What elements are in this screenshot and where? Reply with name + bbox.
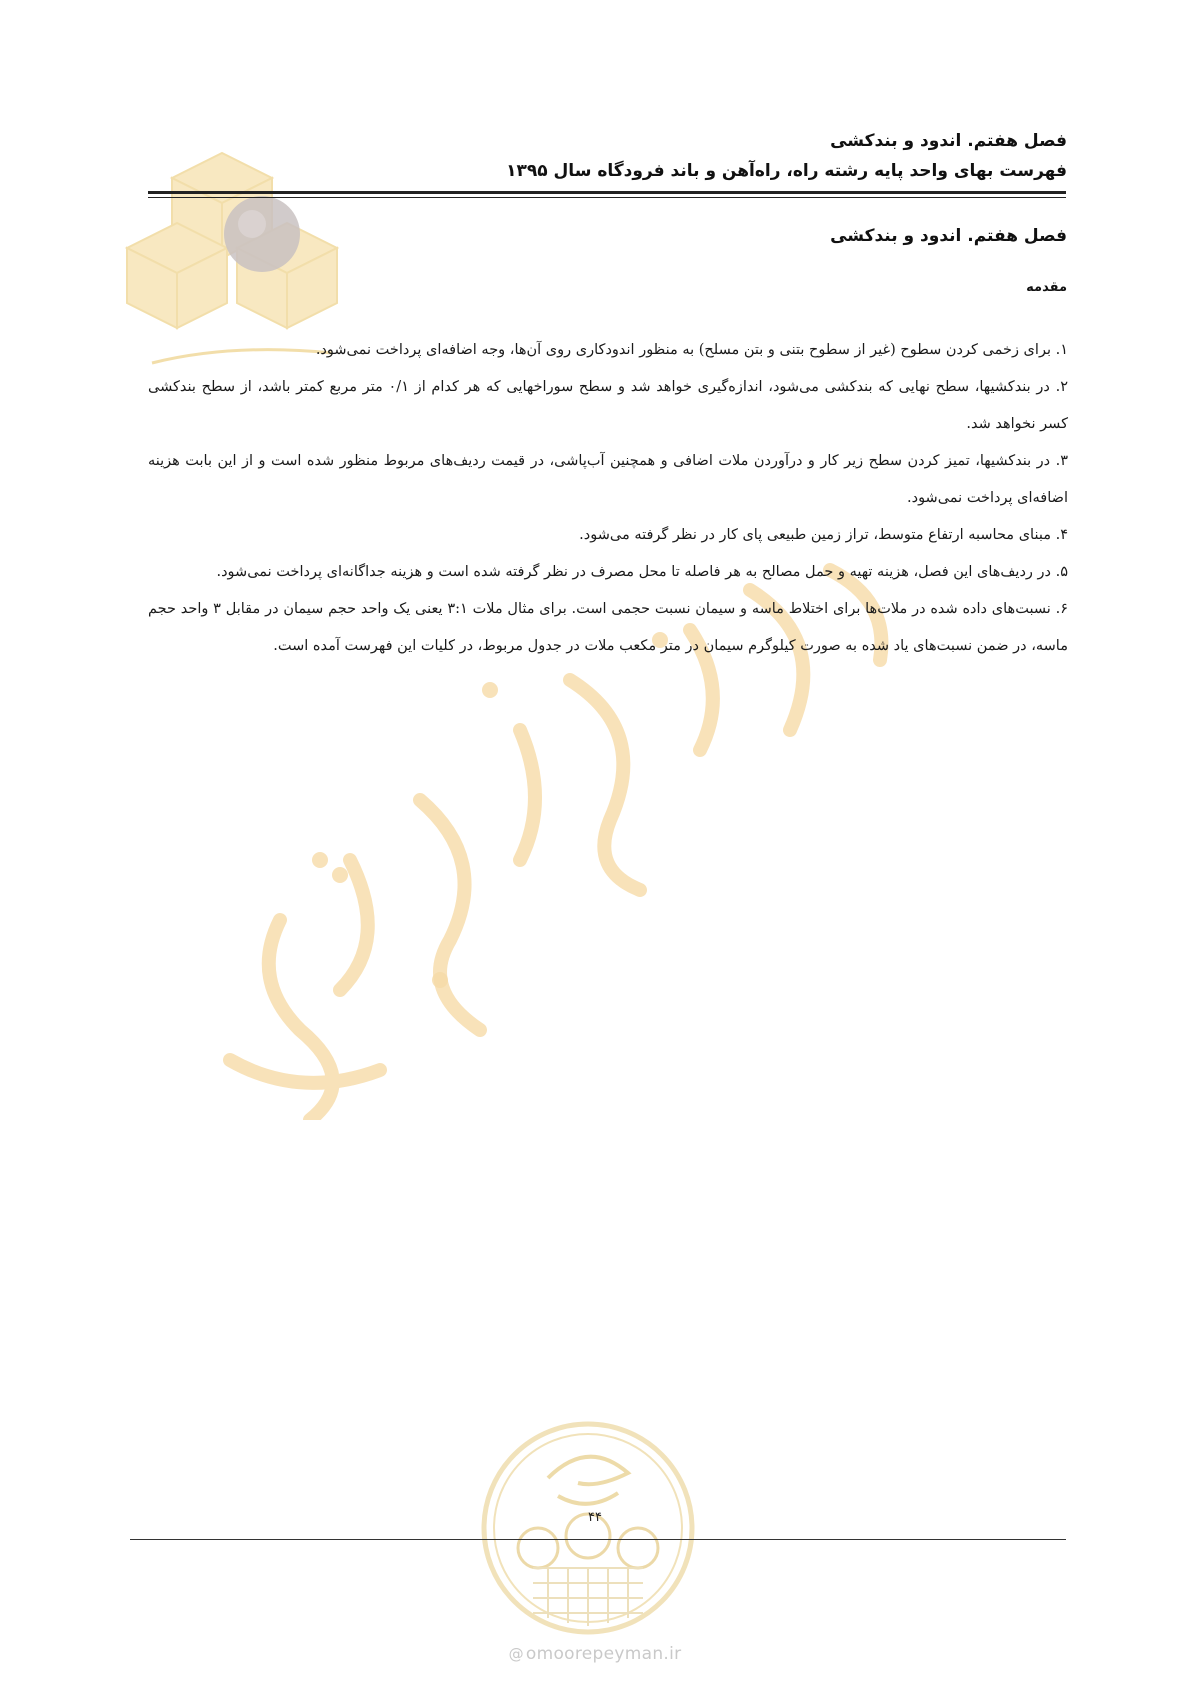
footer-rule xyxy=(130,1539,1066,1540)
site-watermark-text: omoorepeyman.ir xyxy=(525,1644,682,1664)
section-title: فصل هفتم. اندود و بندکشی xyxy=(830,226,1067,246)
intro-item-3: ۳. در بندکشیها، تمیز کردن سطح زیر کار و درآوردن ملات اضافی و همچنین آب‌پاشی، در قیمت ردیف‌های مربوط منظور شده است و از این بابت هزینه اضافه‌ای پرداخت نمی‌شود. xyxy=(148,453,1068,506)
at-sign-icon: @ xyxy=(508,1645,524,1663)
omoorepeyman-seal-icon xyxy=(478,1418,698,1638)
intro-item-4: ۴. مبنای محاسبه ارتفاع متوسط، تراز زمین طبیعی پای کار در نظر گرفته می‌شود. xyxy=(579,527,1068,543)
header-catalog-title: فهرست بهای واحد پایه رشته راه، راه‌آهن و باند فرودگاه سال ۱۳۹۵ xyxy=(506,161,1067,181)
header-rule-thin xyxy=(148,197,1066,198)
introduction-items xyxy=(148,332,1068,665)
intro-item-5: ۵. در ردیف‌های این فصل، هزینه تهیه و حمل مصالح به هر فاصله تا محل مصرف در نظر گرفته شده است و هزینه جداگانه‌ای پرداخت نمی‌شود. xyxy=(216,564,1068,580)
running-header xyxy=(127,126,1067,186)
page-number: ۴۴ xyxy=(588,1510,602,1525)
header-rule-thick xyxy=(148,191,1066,194)
intro-item-1: ۱. برای زخمی کردن سطوح (غیر از سطوح بتنی و بتن مسلح) به منظور اندودکاری روی آن‌ها، وجه اضافه‌ای پرداخت نمی‌شود. xyxy=(315,342,1068,358)
section-subtitle: مقدمه xyxy=(1026,280,1067,295)
header-chapter-title: فصل هفتم. اندود و بندکشی xyxy=(830,131,1067,151)
site-watermark xyxy=(480,1644,710,1664)
intro-item-2: ۲. در بندکشیها، سطح نهایی که بندکشی می‌شود، اندازه‌گیری خواهد شد و سطح سوراخهایی که هر کدام از ۰/۱ متر مربع کمتر باشد، از سطح بندکشی کسر نخواهد شد. xyxy=(148,379,1068,432)
intro-item-6: ۶. نسبت‌های داده شده در ملات‌ها برای اختلاط ماسه و سیمان نسبت حجمی است. برای مثال ملات ۳:۱ یعنی یک واحد حجم سیمان در مقابل ۳ واحد حجم ماسه، در ضمن نسبت‌های یاد شده به صورت کیلوگرم سیمان در متر مکعب ملات در جدول مربوط، در کلیات این فهرست آمده است. xyxy=(148,601,1068,654)
